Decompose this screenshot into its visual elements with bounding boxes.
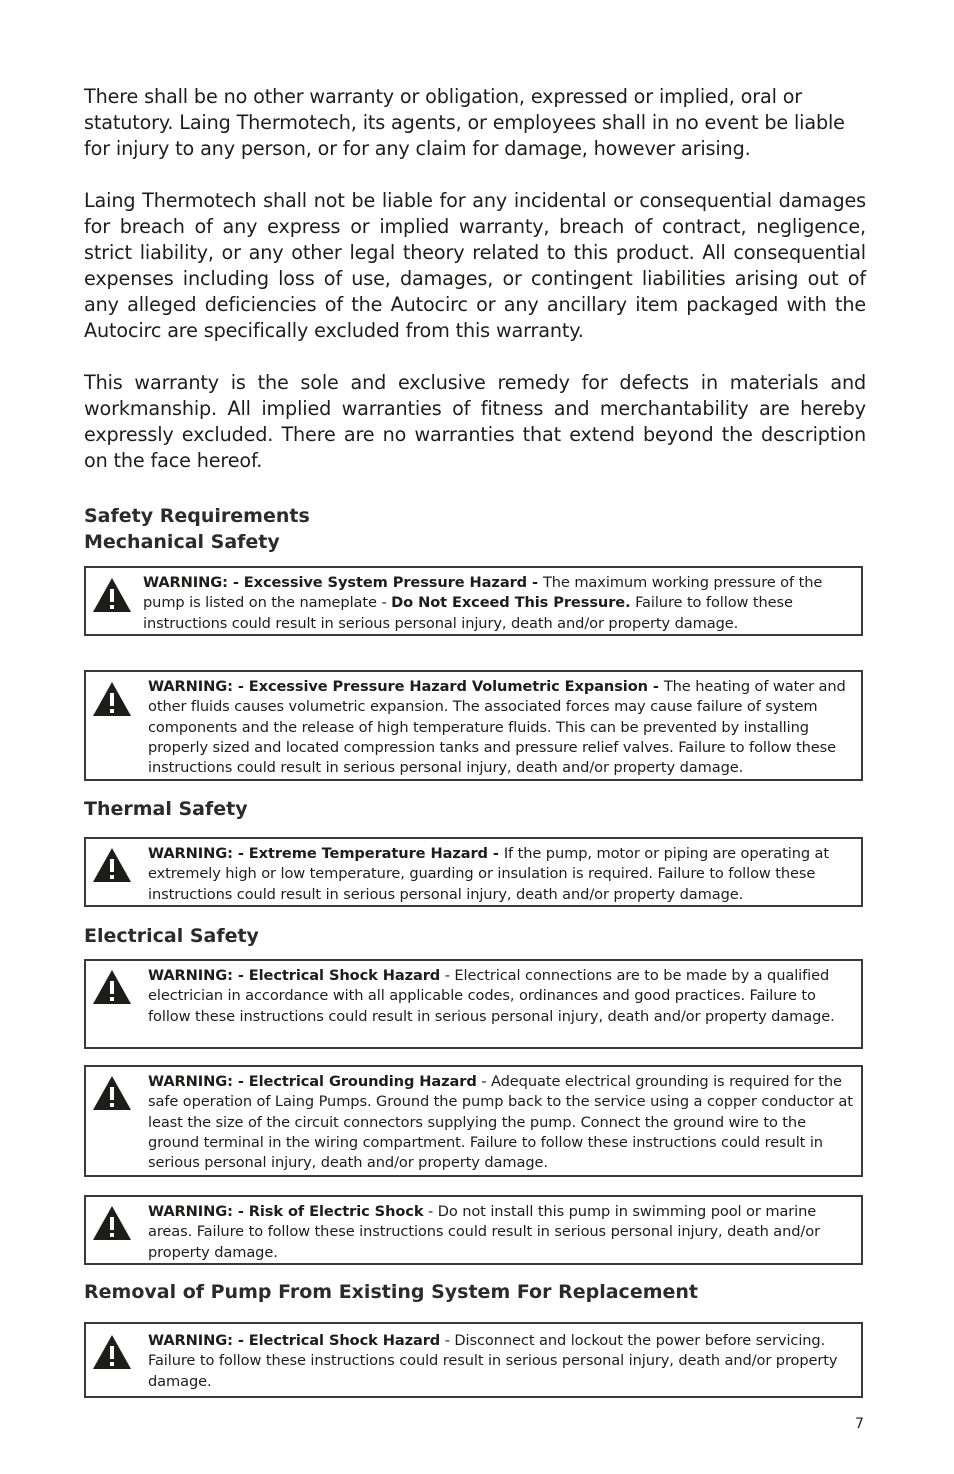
warning-title: WARNING: - Excessive System Pressure Hazard -	[143, 574, 543, 591]
warning-electrical-shock-servicing	[84, 1322, 863, 1398]
warning-text	[148, 1331, 838, 1392]
warning-label: WARNING: -	[148, 1203, 249, 1220]
warning-title: Electrical Grounding Hazard	[248, 1073, 477, 1090]
heading-mechanical-safety: Mechanical Safety	[84, 531, 280, 553]
warning-body: - Do not install this pump in swimming pool or marine areas. Failure to follow these instructions could result in serious personal injury, death and/or property damage.	[148, 1203, 820, 1261]
warning-extreme-temperature	[84, 837, 863, 907]
warning-text	[148, 1202, 860, 1263]
warning-body: Failure to follow these instructions could result in serious personal injury, death and/or property damage.	[143, 594, 793, 632]
warning-triangle-icon	[92, 847, 132, 883]
heading-removal: Removal of Pump From Existing System For Replacement	[84, 1281, 698, 1303]
warranty-paragraph-3: This warranty is the sole and exclusive remedy for defects in materials and workmanship. All implied warranties of fitness and merchantability are hereby expressly excluded. There are no warranties that extend beyond the description on the face hereof.	[84, 371, 866, 472]
warning-title: WARNING: - Excessive Pressure Hazard Volumetric Expansion -	[148, 678, 664, 695]
warning-label: WARNING: -	[148, 1073, 249, 1090]
warning-text	[148, 966, 858, 1027]
warning-body: If the pump, motor or piping are operating at extremely high or low temperature, guarding or insulation is required. Failure to follow these instructions could result in serious personal injury, death and/or property damage.	[148, 845, 830, 903]
heading-thermal-safety: Thermal Safety	[84, 798, 248, 820]
warning-text	[148, 1072, 860, 1173]
warning-title: Electrical Shock Hazard	[248, 1332, 441, 1349]
warning-text	[148, 844, 860, 905]
heading-safety-requirements: Safety Requirements	[84, 505, 310, 527]
warning-system-pressure	[84, 566, 863, 636]
warning-text	[143, 573, 858, 634]
page-number: 7	[855, 1416, 864, 1432]
warning-volumetric-expansion	[84, 670, 863, 781]
warning-text	[148, 677, 858, 778]
warning-triangle-icon	[92, 969, 132, 1005]
warning-triangle-icon	[92, 577, 132, 613]
warning-triangle-icon	[92, 681, 132, 717]
warning-triangle-icon	[92, 1075, 132, 1111]
warning-body: - Electrical connections are to be made by a qualified electrician in accordance with all applicable codes, ordinances and good practices. Failure to follow these instructions could result in serious personal injury, death and/or property damage.	[148, 967, 835, 1025]
warning-label: WARNING: -	[148, 967, 249, 984]
warning-body: The maximum working pressure of the pump is listed on the nameplate -	[143, 574, 823, 612]
warning-title: WARNING: - Extreme Temperature Hazard -	[148, 845, 504, 862]
warning-title: Risk of Electric Shock	[248, 1203, 424, 1220]
warning-electrical-grounding	[84, 1065, 863, 1177]
heading-electrical-safety: Electrical Safety	[84, 925, 259, 947]
warranty-paragraph-1: There shall be no other warranty or obligation, expressed or implied, oral or statutory. Laing Thermotech, its agents, or employees shall in no event be liable for injury to any person, or for any claim for damage, however arising.	[84, 85, 845, 160]
warning-body: The heating of water and other fluids causes volumetric expansion. The associated forces may cause failure of system components and the release of high temperature fluids. This can be prevented by installing properly sized and located compression tanks and pressure relief valves. Failure to follow these instructions could result in serious personal injury, death and/or property damage.	[148, 678, 846, 777]
warning-label: WARNING: -	[148, 1332, 249, 1349]
warning-body: - Adequate electrical grounding is required for the safe operation of Laing Pumps. Ground the pump back to the service using a copper conductor at least the size of the circuit connectors supplying the pump. Connect the ground wire to the ground terminal in the wiring compartment. Failure to follow these instructions could result in serious personal injury, death and/or property damage.	[148, 1073, 853, 1172]
warning-electric-shock-risk	[84, 1195, 863, 1265]
warning-emphasis: Do Not Exceed This Pressure.	[391, 594, 631, 612]
warranty-paragraph-2: Laing Thermotech shall not be liable for any incidental or consequential damages for breach of any express or implied warranty, breach of contract, negligence, strict liability, or any other legal theory related to this product. All consequential expenses including loss of use, damages, or contingent liabilities arising out of any alleged deficiencies of the Autocirc or any ancillary item packaged with the Autocirc are specifically excluded from this warranty.	[84, 189, 866, 342]
warning-body: - Disconnect and lockout the power before servicing. Failure to follow these instructions could result in serious personal injury, death and/or property damage.	[148, 1332, 838, 1390]
warning-triangle-icon	[92, 1334, 132, 1370]
warning-electrical-shock	[84, 959, 863, 1049]
warning-triangle-icon	[92, 1205, 132, 1241]
warning-title: Electrical Shock Hazard	[248, 967, 441, 984]
